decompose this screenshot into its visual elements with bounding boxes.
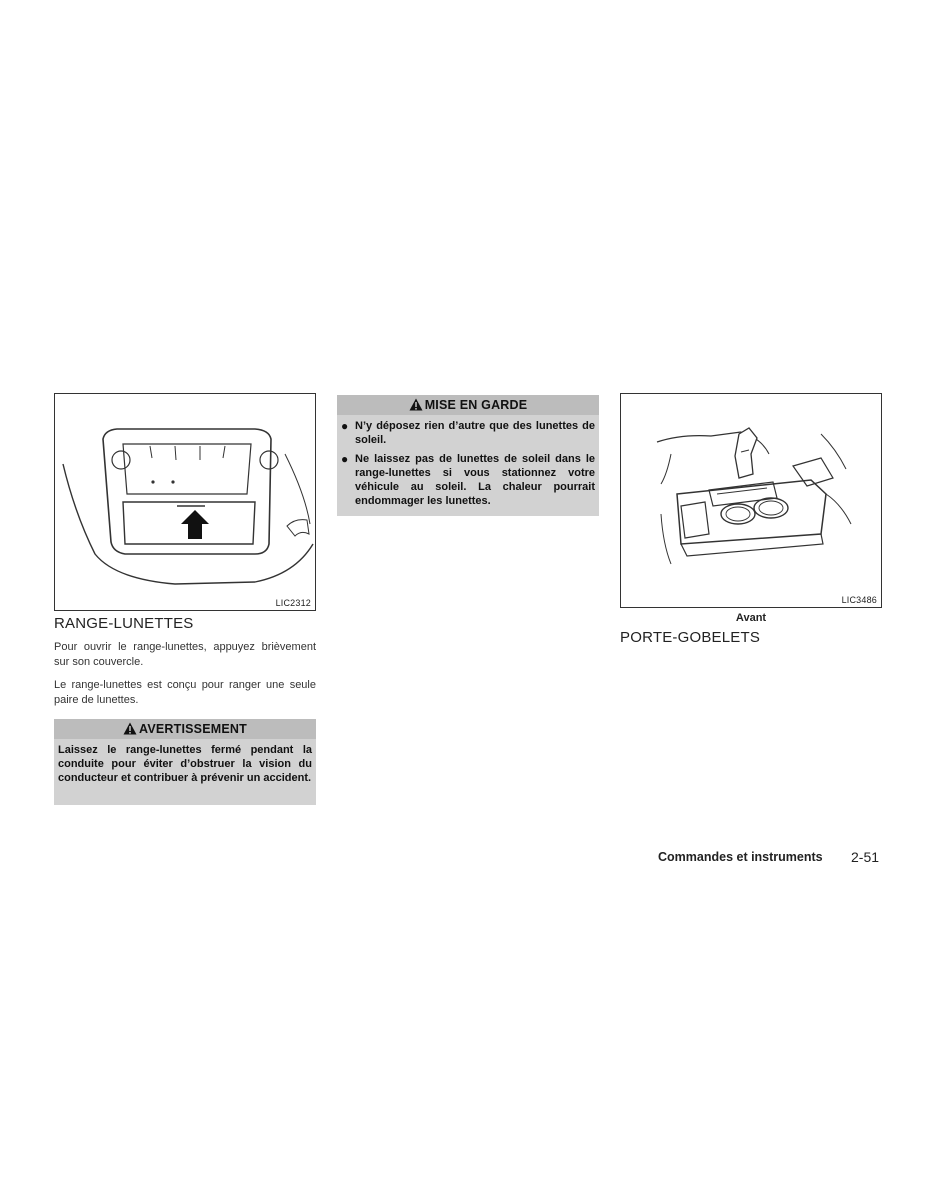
figure-caption: Avant	[735, 612, 767, 624]
warning-header	[54, 719, 316, 739]
bullet-dot-icon: ●	[341, 452, 349, 466]
paragraph-capacity: Le range-lunettes est conçu pour ranger une seule paire de lunettes.	[54, 679, 316, 706]
caution-item	[341, 452, 595, 508]
center-console-drawing	[621, 394, 881, 607]
paragraph-open-instructions: Pour ouvrir le range-lunettes, appuyez brièvement sur son couvercle.	[54, 641, 316, 668]
footer-section-title: Commandes et instruments	[658, 850, 823, 864]
bullet-dot-icon: ●	[341, 419, 349, 433]
caution-item-text: N’y déposez rien d’autre que des lunettes de soleil.	[355, 420, 595, 446]
caution-title: MISE EN GARDE	[424, 398, 528, 412]
section-heading-porte-gobelets: PORTE-GOBELETS	[620, 629, 761, 646]
caution-box	[337, 395, 599, 516]
warning-box	[54, 719, 316, 805]
figure-code: LIC2312	[275, 598, 311, 608]
warning-title: AVERTISSEMENT	[139, 722, 247, 736]
section-heading-range-lunettes: RANGE-LUNETTES	[54, 615, 194, 632]
caution-list	[337, 415, 599, 513]
footer-page-number: 2-51	[851, 849, 880, 865]
caution-header	[337, 395, 599, 415]
figure-code: LIC3486	[841, 595, 877, 605]
warning-triangle-icon	[409, 397, 423, 417]
warning-triangle-icon	[123, 721, 137, 741]
caution-item-text: Ne laissez pas de lunettes de soleil dans le range-lunettes si vous stationnez votre véhicule au soleil. La chaleur pourrait endommager les lunettes.	[355, 453, 595, 507]
overhead-console-drawing	[55, 394, 315, 610]
caution-item	[341, 419, 595, 447]
cup-holder-illustration	[620, 393, 882, 608]
warning-text: Laissez le range-lunettes fermé pendant la conduite pour éviter d’obstruer la vision du conducteur et contribuer à prévenir un accident.	[58, 744, 312, 784]
sunglasses-holder-illustration	[54, 393, 316, 611]
